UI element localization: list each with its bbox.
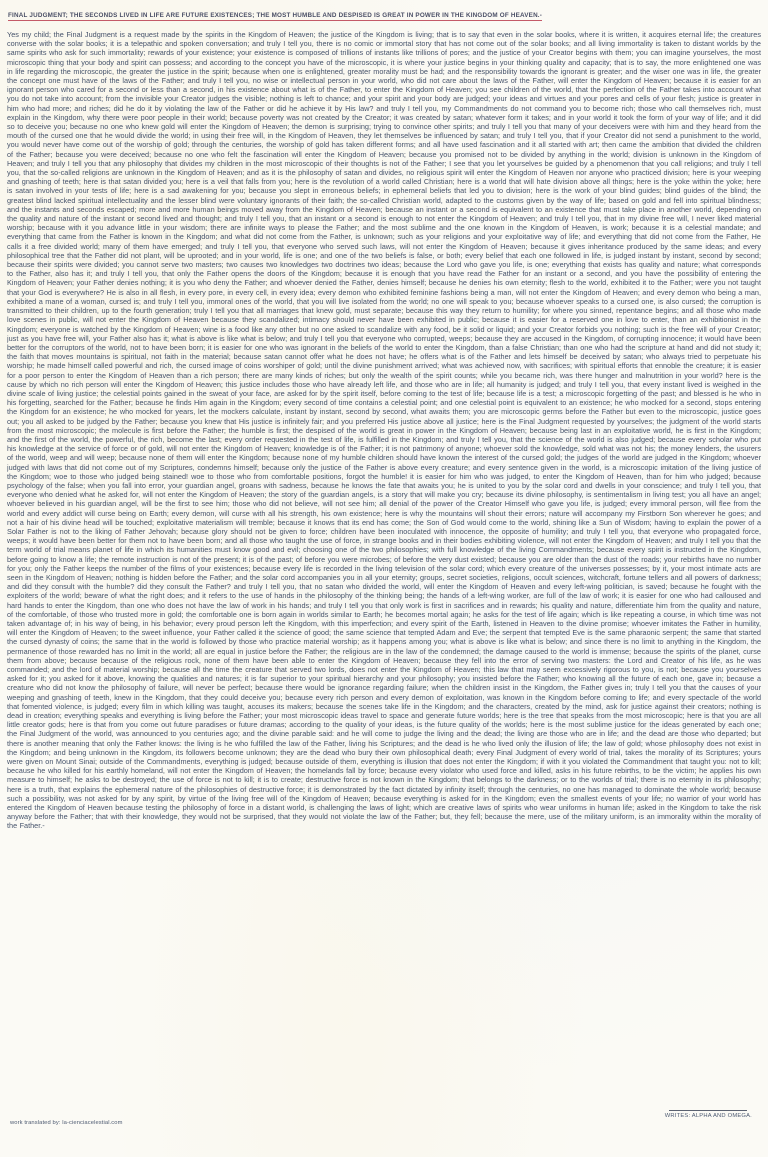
document-body-text: Yes my child; the Final Judgment is a request made by the spirits in the Kingdom of Heaven; the justice of the Kingdom is living; that is to say that even in the solar books, where it is written, it acquires eternal life; the creatures converse with the solar books; it is a telepathic and spoken conversation; and truly I tell you, there is no comic or immortal story that has not come out of the solar books; and all living immortality is taken to distant worlds by the same spirits who ask for such immortality; rewards of your existence; your existence is composed of trillions of instants like trillions of pores; and the justice of your Creator begins with them; you can imagine yourselves, the most microscopic thing that your body and spirit can possess; and according to the concept you have of the microscopic, it is where your justice begins in your thinking quality and capacity; that is to say, the more enlightened one was in life regarding the microscopic, the greater the justice in the spirit; because when one is enlightened, greater morality must be had; and the responsibility towards the ignorant is greater; and the wiser one was in life, the greater the concept one must have of the laws of the Father; and truly I tell you, no wise or intellectual person in your world, who did not care about the laws of the Father, will enter the Kingdom of Heaven; because it is easier for an ignorant person who cared for a second or less than a second, in his existence about what is of the Father, to enter the Kingdom of Heaven; you see children of the world, that the perfection of the Father takes into account what you do not take into account; from the invisible your Creator judges the visible; nothing is left to chance; and your spirit and your body are judged; your ideas and virtues and your pores and cells of your flesh; justice is greater in him who had more; and riches; did he do it by violating the law of the Father or did he achieve it by His law? and truly I tell you, my Commandments do not command you to become rich; those who call themselves rich, must explain in the Kingdom, why there were poor people in their world; because poverty was not created by the Creator; it was created by satan; whatever form it takes; and in your world it took the form of your way of life; and it did so to deceive you; because no one who knew gold will enter the Kingdom of Heaven; the demon is surprising; trying to convince other spirits; and truly I tell you that many of your deceivers were with him and they heard from the mouth of the cursed one that he would divide the world; in using their free will, in the Kingdom of Heaven, they let themselves be influenced by satan; and truly I tell you, that if your Creator did not send a punishment to the world, you would never have come out of the worship of gold; through the centuries, the worship of gold has taken different forms; and all have used fascination and it all started with art; then came the ambition that divided the children of the Father; because you were deceived; because no one who felt the fascination will enter the Kingdom of Heaven; because you promised not to be divided by anything in the world; division is unknown in the Kingdom of Heaven; and truly I tell you that any philosophy that divides my children in the most microscopic of their thoughts is not of the Father; I see that you let yourselves be guided by a phenomenon that you call religions; and truly I tell you, that the so-called religions are unknown in the Kingdom of Heaven; and as it is the philosophy of satan and divides, no religious spirit will enter the Kingdom of Heaven nor anyone who practiced division; here is your weeping and gnashing of teeth; here is that satan divided you; here is a veil that falls from you; here is the revolution of a world called Christian; here is a world that will hate division above all things; here is the yoke within the yoke; here is satan involved in your tests of life; here is a sad awakening for you; because you slept in erroneous beliefs; in ephemeral beliefs that led you to division; here is the work of your blind guides; blind guides of the blind; the greatest blind lacked spiritual intellectuality and the lesser blind were voluntary ignorants of their faith; the so-called Christian world, adapted to the customs given by the way of life; based on gold and fell into spiritual blindness; and the instants and seconds escaped; more and more human beings moved away from the Kingdom of Heaven; because an instant or a second is equivalent to an existence that must take place in another world, depending on the quality and nature of the instant or second lived and thought; and truly I tell you, that an instant or a second is enough to not enter the Kingdom of Heaven; and truly I tell you, that in my divine free will, I never liked material worship; because with it you advance little in your wisdom; there are infinite ways to please the Father; and the most sublime and the one known in the Kingdom of Heaven, is work; because it is a celestial mandate; and everything that came from the Father is known in the Kingdom; and what did not come from the Father, is unknown; such as your religions and your exploitative way of life; and everything that did not come from the Father, He calls it a free divided world; many of them have emerged; and truly I tell you, that everyone who served such laws, will not enter the Kingdom of Heaven; because it gives inheritance produced by the same ideas; and every philosophical tree that the Father did not plant, will be uprooted; and in your world, life is one; and one of the two beliefs is false, or both; every belief that each one followed in life, is judged instant by instant, second by second; because their spirits were divided; you cannot serve two masters; two causes two knowledges two doctrines two ideas; because the Lord who gave you life, is one; everything that exists has quality and nature; what corresponds to the Father, also has it; and truly I tell you, that only the Father opens the doors of the Kingdom; because it is enough that you have read the Father for an instant or a second, and you have the possibility of entering the Kingdom of Heaven; your Father denies nothing; it is you who deny the Father; and whoever denied the Father, denies himself; because he denies his own eternity; flesh to the world, exhibited it to the Father; were you not taught that your God is everywhere? He is also in all flesh, in every pore, in every cell, in every idea; every demon who exhibited feminine fashions being a man, will not enter the Kingdom of Heaven; and every demon who being a man, exhibited a mane of a woman, cursed is; and truly I tell you, immoral ones of the world, that you will live isolated from the world; no one will speak to you; because whoever speaks to a cursed one, is also cursed; the corruption is transmitted to their children, up to the fourth generation; truly I tell you that all marriages that knew gold, must separate; because this way they return to humility; for where you sinned, repentance begins; and all those who made love scenes in public, will not enter the Kingdom of Heaven because they scandalized; intimacy should never have been exhibited in public; because it is easier for a reserved one in love to enter, than an exhibitionist in the Kingdom; everyone is watched by the Kingdom of Heaven; wine is a food like any other but no one asked to scandalize with any food, be it solid or liquid; and your Creator forbids you nothing; such is the free will of your Creator; just as you have free will, your Father also has it; what is above is like what is below; and truly I tell you that everyone who corrupted, weeps; because they are accused in the Kingdom, of corrupting innocence; it would have been better for the corruptors of the world, not to have been born; it is easier for one who was ignorant in the beliefs of the world to enter the Kingdom, than a false Christian; than one who had the scripture at hand and did not study it; the faith that moves mountains is spiritual, not faith in the material; because satan cannot offer what he does not have; he offers what is of the Father and lets himself be deceived by satan; who always tried to perpetuate his worship; he made himself called powerful and rich, the cursed image of coins worshiper of gold; until the divine punishment arrived; what was achieved now, with sacrifices; with spiritual efforts that ennoble the creature; it is easier for a poor person to enter the Kingdom of Heaven than a rich person; there are many kinds of riches; but only the wealth of the spirit counts; while you became rich, was there hunger and malnutrition in your world? here is the cause by which no rich person will enter the Kingdom of Heaven; this justice includes those who have already left life, and those who are in life; all humanity is judged; and truly I tell you, that every instant lived is weighed in the divine scale of living justice; the celestial points gained in the sweat of your face, are asked for by the spirit itself, before coming to the test of life; because life is a test; a microscopic forgetting of the past; and blessed is he who in his forgetting, searched for the Father; because he finds Him again in the Kingdom; every second of time contains a celestial point; and one celestial point is equivalent to an existence; he who mocked for a second, stops entering the Kingdom for an existence; he who mocked for years, let the mockers calculate, instant by instant, second by second, what awaits them; you are microscopic germs before the Father but even to the microscopic, justice goes out; you all asked to be judged by the Father; because you knew that His justice is infinitely fair; and you preferred His justice above all justice; here is the Final Judgment requested by yourselves; the judgment of the world starts from the most microscopic; the molecule is first before the Father; the humble is first; the despised of the world is great in power in the Kingdom of Heaven; because being last in an exploitative world, he is first in the Kingdom; and the first of the world, the powerful, the rich, become the last; every order requested in the test of life, is fulfilled in the Kingdom; and truly I tell you, that the science of the world is also judged; because every scholar who put his knowledge at the service of force or of gold, will not enter the Kingdom of Heaven; knowledge is of the Father; it is not patrimony of anyone; whoever sold the knowledge, sold what was not his; the money lenders, the usurers of the world, weep and will weep; because none of them will enter the Kingdom; because none of my humble children should have known the interest of the cursed gold; the judges of the world are judged in the Kingdom; whoever judged with laws that did not come out of my Scriptures, condemns himself; because only the justice of the Father is above every creature; and every sentence given in the world, is a microscopic imitation of the living justice of the Kingdom; woe to those who judged being stained! woe to those who from comfortable positions, forgot the humble! it is easier for him who was judged, to enter the Kingdom of Heaven, than for him who judged; because psychology of the false; when you fall into error, your guardian angel, groans with sadness, because he knows the fate that awaits you; he is united to you by the solar cord and dwells in your conscience; and truly I tell you, that everyone who denied what he asked for, will not enter the Kingdom of Heaven; the story of the guardian angels, is a story that will make you cry; because its divine philosophy, is sentimentalism in living test; you all have an angel; whoever believed in his guardian angel, will be the first to see him; those who did not believe, will not see him; all denial of the power of the Creator Himself who gave you life, is judged; every immoral person, will flee from the world and every addict will curse being on Earth; every demon, will curse with all his strength, his own existence; here is why the mountains will shout their errors; nature will accompany my Firstborn Son wherever he goes; and not a hair of his divine head will be touched; exploitative materialism will tremble; because it knows that its end has come; the Son of God would come to the world, shining like a Sun of Wisdom; having to explain the power of a Solar Father is not to the liking of Father Jehovah; because glory should not be given to force; children have been inoculated with innocence, the opposite of humility; and truly I tell you, that everyone who propagated force, weeps; it would have been better for them not to have been born; and all those who taught the use of force, in strange books and in their bodies exhibiting violence, will not enter the Kingdom of Heaven; and truly I tell you that the term world of trial means planet of life in which its humanities must know good and evil; choosing one of the two philosophies; with full knowledge of the living Commandments; because every spirit is instructed in the Kingdom, before going to know a life; the remote instruction is not of the present; it is of the past; of before you were microbes; of before the very dust existed; because you are older than the dust of the roads; your rebirths have no number for you; only the Father keeps the number of the films of your existences; because every life is recorded in the living television of the solar cord; which every creature of the universes possesses; by it, your most intimate acts are seen in the Kingdom of Heaven; nothing is hidden before the Father; and the solar cord accompanies you in all your eternity; groups, secret societies, religions, occult sciences, witchcraft, fortune tellers and all powers of darkness; and did they consult with the humble? did they consult the Father? and truly I tell you, that no satan who divided the world, will enter the Kingdom of Heaven and every left-wing politician, is saved; because he fought with the exploiters of the world; beware of what the right does; and it refers to the use of hands in the philosophy of the thinking being; the hands of a left-wing worker, are full of the law of work; it is easier for one who had calloused and hard hands to enter the Kingdom, than one who does not have the law of work in his hands; and truly I tell you that only work is first in sacrifices and in rewards; his quality and nature, differentiate him from the quality and nature, of the comfortable, of those who trusted more in gold; the comfortable one is born again in worlds similar to Earth; he becomes mortal again; he asks for the test of life again; which is like repeating a course, in which time was not taken advantage of; in his way of being, in his behavior; every proud person left the Kingdom, with this imperfection; and every spirit of the Earth, listened in Heaven to the divine promise; whoever imitates the Father in humility, will enter the Kingdom of Heaven; to the sweet influence, your Father called it the science of good; the same science that tempted Adam and Eve; the serpent that tempted Eve is the same pharaonic serpent; the same that started the cursed dynasty of coins; the same that in the world is followed by those who practice material worship; as it happens among you; what is above is like what is below; and since there is no limit to anything in the Kingdom, the permanence of those rewarded has no limit in the world; all are equal in justice before the Father; the religious are in the law of the condemned; the damage caused to the world is immense; because the spirits of the planet, curse them from above; because because of the religious rock, none of them have been able to enter the Kingdom of Heaven; because they fell into the error of serving two masters: the Lord and Creator of his life, as he was commanded; and the lord of material worship; because all the time the creature that served two lords, does not enter the Kingdom of Heaven; this law that may seem excessively rigorous to you, is not; because you yourselves asked for it; you asked for it above, knowing the qualities and natures; it is far superior to your spiritual hierarchy and your philosophy; you insisted before the Father; who knowing all the future of each one, gave in; because a creature who did not know the philosophy of failure, will never be perfect; because there would be ignorance regarding failure; when the children insist in the Kingdom, the Father gives in; truly I tell you that the causes of your weeping and gnashing of teeth, knew in the Kingdom, that they could deceive you; because every rich person and every demon of exploitation, was known in the Kingdom before coming to life; and every spectacle of the world that fomented violence, is judged; every film in which killing was taught, accuses its makers; because the scenes take life in the Kingdom; and the characters, created by the mind, ask for justice against their creators; nothing is dead in creation; everything speaks and everything is living before the Father; your most microscopic ideas travel to space and generate future worlds; here is the tree that speaks from the most microscopic; here is that you are all little creator gods; here is that from you come out future paradises or future dramas; according to the quality of your ideas, is the future quality of the worlds; here is the most sublime justice for the ideas generated by each one; the Final Judgment of the world, was announced to you centuries ago; and the divine parable said: and he will come to judge the living and the dead; the living are those who are in life; and the dead are those who departed; but there is another meaning that only the Father knows: the living is he who fulfilled the law of the Father, living his Scriptures; and the dead is he who lived only the illusion of life; the law of gold; whose philosophy does not exist in the Kingdom; and being unknown in the Kingdom, its followers become unknown; they are the dead who bury their own philosophical death; every Final Judgment of every world of trial, takes the morality of its Scriptures; yours were given on Mount Sinai; outside of the Commandments, everything is judged; because outside of them, everything is illusion that does not enter the Kingdom; if with it you violated the Commandment that taught you: not to kill; because he who killed for his earthly homeland, will not enter the Kingdom of Heaven; the homelands fall by force; because every violator who used force and killed, asks in his future rebirths, to be the victim; he applies his own measure to himself; he asks to be destroyed; the use of force is not to kill; it is to create; destructive force is not known in the Kingdom; that belongs to the darkness; or to the worlds of trial; there is no eternity in its philosophy; here is a truth, that explains the ephemeral nature of the philosophies of destructive force; it is demonstrated by the fact dictated by infinity itself; through the centuries, no one has managed to dominate the whole world; because such a possibility, was not asked for by any spirit, by virtue of the living free will of the Kingdom of Heaven; because everything is asked for in the Kingdom; even the smallest events of your life; no warrior of your world has entered the Kingdom of Heaven because testing the philosophy of force in a distant world, is challenging the laws of light; which are creative laws of spirits who wear uniforms in human life; asked in the Kingdom to take the risk anyway before the Father; that with their knowledge, they would not be surprised, that they would not violate the law of the Father; but, they fell; because the mere, use of the military uniform, is an immorality within the morality of the Father.-	[7, 30, 761, 831]
signature-block	[665, 1110, 752, 1119]
translator-credit: work translated by: la-cienciacelestial.com	[10, 1120, 123, 1126]
document-title	[8, 12, 760, 19]
signature-line	[669, 1110, 747, 1111]
document-title-text: FINAL JUDGMENT; THE SECONDS LIVED IN LIFE ARE FUTURE EXISTENCES; THE MOST HUMBLE AND DESPISED IS GREAT IN POWER IN THE KINGDOM OF HEAVEN.-	[8, 12, 543, 19]
signature-text: WRITES: ALPHA AND OMEGA.	[664, 1113, 752, 1119]
